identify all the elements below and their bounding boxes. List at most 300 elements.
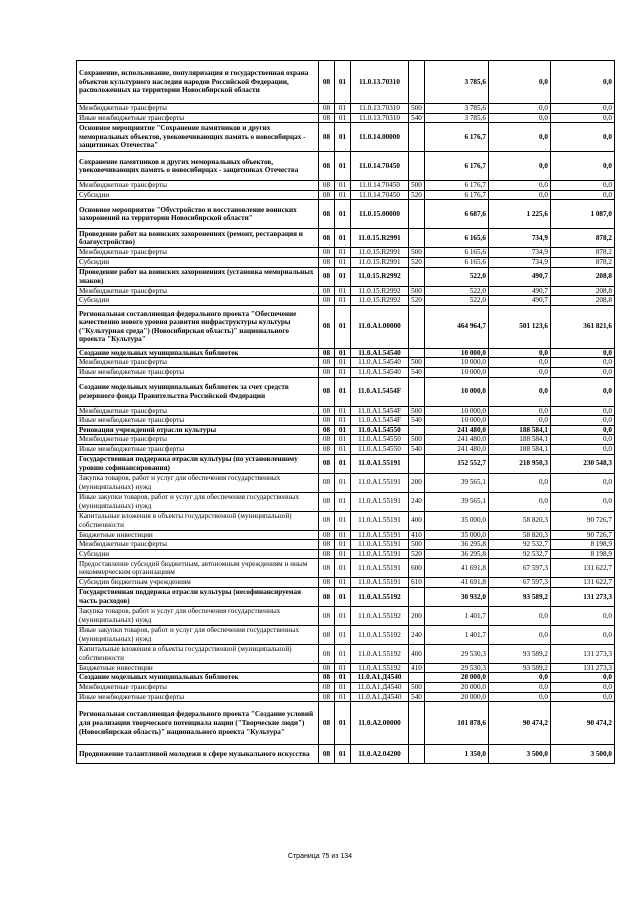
row-value-2: 67 597,3	[489, 578, 551, 588]
row-value-2: 92 532,7	[489, 540, 551, 550]
row-expense-type	[409, 305, 425, 348]
row-name: Создание модельных муниципальных библиотек	[77, 348, 319, 358]
row-code: 11.0.А1.55191	[351, 559, 409, 578]
table-row	[77, 358, 615, 368]
table-row	[77, 248, 615, 258]
row-section: 08	[319, 606, 335, 625]
row-value-2: 0,0	[489, 181, 551, 191]
table-row	[77, 190, 615, 200]
row-name: Государственная поддержка отрасли культуры (несофинансируемая часть расходов)	[77, 587, 319, 606]
row-expense-type	[409, 200, 425, 229]
row-name: Иные межбюджетные трансферты	[77, 367, 319, 377]
row-value-2: 67 597,3	[489, 559, 551, 578]
row-section: 08	[319, 578, 335, 588]
row-subsection: 01	[335, 702, 351, 745]
row-name: Межбюджетные трансферты	[77, 248, 319, 258]
row-name: Межбюджетные трансферты	[77, 406, 319, 416]
table-row	[77, 663, 615, 673]
row-code: 11.0.15.R2992	[351, 296, 409, 306]
row-section: 08	[319, 587, 335, 606]
table-row	[77, 683, 615, 693]
row-code: 11.0.А1.55192	[351, 587, 409, 606]
row-subsection: 01	[335, 348, 351, 358]
table-row	[77, 673, 615, 683]
row-value-1: 20 000,0	[425, 692, 489, 702]
row-code: 11.0.А1.55192	[351, 644, 409, 663]
row-expense-type	[409, 587, 425, 606]
row-value-2: 0,0	[489, 61, 551, 104]
row-value-2: 188 584,1	[489, 444, 551, 454]
table-row	[77, 348, 615, 358]
row-value-2: 490,7	[489, 286, 551, 296]
table-row	[77, 200, 615, 229]
row-subsection: 01	[335, 305, 351, 348]
row-expense-type: 240	[409, 492, 425, 511]
row-value-1: 6 165,6	[425, 257, 489, 267]
row-name: Субсидии	[77, 190, 319, 200]
row-section: 08	[319, 113, 335, 123]
row-expense-type	[409, 123, 425, 152]
table-row	[77, 377, 615, 406]
row-value-1: 522,0	[425, 267, 489, 286]
row-subsection: 01	[335, 286, 351, 296]
row-section: 08	[319, 473, 335, 492]
table-row	[77, 578, 615, 588]
row-value-1: 29 530,3	[425, 663, 489, 673]
row-value-1: 39 565,1	[425, 492, 489, 511]
table-row	[77, 367, 615, 377]
row-value-1: 20 000,0	[425, 673, 489, 683]
row-value-3: 208,8	[551, 286, 615, 296]
row-value-3: 1 087,0	[551, 200, 615, 229]
row-expense-type: 200	[409, 606, 425, 625]
row-expense-type: 400	[409, 511, 425, 530]
row-name: Межбюджетные трансферты	[77, 683, 319, 693]
row-code: 11.0.14.00000	[351, 123, 409, 152]
row-value-3: 0,0	[551, 416, 615, 426]
row-value-3: 90 474,2	[551, 702, 615, 745]
row-section: 08	[319, 406, 335, 416]
row-value-3: 0,0	[551, 606, 615, 625]
row-name: Закупка товаров, работ и услуг для обеспечения государственных (муниципальных) нужд	[77, 606, 319, 625]
row-value-2: 0,0	[489, 492, 551, 511]
row-subsection: 01	[335, 358, 351, 368]
row-value-3: 0,0	[551, 444, 615, 454]
row-subsection: 01	[335, 663, 351, 673]
table-row	[77, 702, 615, 745]
row-section: 08	[319, 229, 335, 248]
row-name: Межбюджетные трансферты	[77, 540, 319, 550]
row-section: 08	[319, 123, 335, 152]
row-subsection: 01	[335, 61, 351, 104]
row-subsection: 01	[335, 190, 351, 200]
row-subsection: 01	[335, 435, 351, 445]
row-code: 11.0.А1.55191	[351, 530, 409, 540]
row-value-3: 131 273,3	[551, 587, 615, 606]
row-value-2: 218 950,3	[489, 454, 551, 473]
table-row	[77, 559, 615, 578]
row-value-1: 6 176,7	[425, 190, 489, 200]
row-section: 08	[319, 692, 335, 702]
table-row	[77, 123, 615, 152]
row-value-2: 0,0	[489, 692, 551, 702]
row-value-3: 0,0	[551, 358, 615, 368]
row-expense-type: 500	[409, 248, 425, 258]
row-code: 11.0.А1.55192	[351, 663, 409, 673]
row-value-3: 208,8	[551, 267, 615, 286]
row-code: 11.0.А1.54540	[351, 358, 409, 368]
row-expense-type	[409, 745, 425, 764]
row-value-1: 36 295,8	[425, 549, 489, 559]
row-name: Субсидии	[77, 549, 319, 559]
row-value-3: 131 273,3	[551, 663, 615, 673]
row-section: 08	[319, 425, 335, 435]
row-expense-type	[409, 425, 425, 435]
row-code: 11.0.А1.Д4540	[351, 692, 409, 702]
row-value-3: 0,0	[551, 492, 615, 511]
page-footer: Страница 75 из 134	[287, 853, 353, 860]
row-expense-type	[409, 229, 425, 248]
row-value-1: 101 878,6	[425, 702, 489, 745]
row-subsection: 01	[335, 367, 351, 377]
row-name: Закупка товаров, работ и услуг для обеспечения государственных (муниципальных) нужд	[77, 473, 319, 492]
row-expense-type: 540	[409, 367, 425, 377]
row-value-2: 490,7	[489, 267, 551, 286]
row-value-2: 0,0	[489, 683, 551, 693]
row-value-3: 131 622,7	[551, 559, 615, 578]
row-expense-type	[409, 377, 425, 406]
row-section: 08	[319, 559, 335, 578]
row-value-2: 93 589,2	[489, 663, 551, 673]
table-row	[77, 296, 615, 306]
row-value-3: 208,8	[551, 296, 615, 306]
row-section: 08	[319, 267, 335, 286]
row-name: Иные закупки товаров, работ и услуг для обеспечения государственных (муниципальных) нужд	[77, 492, 319, 511]
row-code: 11.0.А1.55191	[351, 511, 409, 530]
row-code: 11.0.15.R2992	[351, 267, 409, 286]
row-value-2: 0,0	[489, 358, 551, 368]
row-expense-type: 400	[409, 644, 425, 663]
row-subsection: 01	[335, 113, 351, 123]
row-value-2: 188 584,1	[489, 435, 551, 445]
row-value-2: 734,9	[489, 248, 551, 258]
row-value-2: 734,9	[489, 229, 551, 248]
row-value-1: 10 000,0	[425, 406, 489, 416]
table-row	[77, 454, 615, 473]
row-code: 11.0.13.70310	[351, 61, 409, 104]
row-value-3: 131 622,7	[551, 578, 615, 588]
row-value-3: 0,0	[551, 673, 615, 683]
row-value-1: 1 401,7	[425, 625, 489, 644]
row-value-1: 6 176,7	[425, 123, 489, 152]
row-value-2: 734,9	[489, 257, 551, 267]
row-value-3: 0,0	[551, 104, 615, 114]
table-row	[77, 416, 615, 426]
table-row	[77, 530, 615, 540]
row-code: 11.0.А1.Д4540	[351, 673, 409, 683]
table-row	[77, 406, 615, 416]
row-value-3: 0,0	[551, 406, 615, 416]
row-name: Продвижение талантливой молодежи в сфере музыкального искусства	[77, 745, 319, 764]
row-value-3: 0,0	[551, 181, 615, 191]
row-code: 11.0.15.R2991	[351, 229, 409, 248]
row-expense-type: 540	[409, 113, 425, 123]
row-value-2: 0,0	[489, 104, 551, 114]
row-value-3: 0,0	[551, 113, 615, 123]
row-expense-type: 240	[409, 625, 425, 644]
row-subsection: 01	[335, 745, 351, 764]
row-value-3: 0,0	[551, 377, 615, 406]
row-value-1: 3 785,6	[425, 113, 489, 123]
row-value-2: 0,0	[489, 625, 551, 644]
table-row	[77, 473, 615, 492]
row-value-1: 10 000,0	[425, 416, 489, 426]
row-subsection: 01	[335, 229, 351, 248]
row-value-3: 0,0	[551, 348, 615, 358]
row-value-2: 1 225,6	[489, 200, 551, 229]
row-value-1: 1 401,7	[425, 606, 489, 625]
row-section: 08	[319, 152, 335, 181]
row-name: Сохранение, использование, популяризация и государственная охрана объектов культурного наследия народов Российской Федерации, расположенных на территории Новосибирской области	[77, 61, 319, 104]
budget-table	[76, 60, 615, 764]
row-code: 11.0.15.R2992	[351, 286, 409, 296]
row-expense-type: 410	[409, 663, 425, 673]
row-value-3: 3 500,0	[551, 745, 615, 764]
row-name: Бюджетные инвестиции	[77, 530, 319, 540]
table-row	[77, 104, 615, 114]
row-name: Капитальные вложения в объекты государственной (муниципальной) собственности	[77, 511, 319, 530]
row-section: 08	[319, 549, 335, 559]
row-section: 08	[319, 377, 335, 406]
row-value-3: 8 198,9	[551, 549, 615, 559]
row-code: 11.0.13.70310	[351, 104, 409, 114]
row-subsection: 01	[335, 123, 351, 152]
row-name: Создание модельных муниципальных библиотек за счет средств резервного фонда Правительства Российской Федерации	[77, 377, 319, 406]
row-expense-type: 500	[409, 435, 425, 445]
row-name: Иные межбюджетные трансферты	[77, 692, 319, 702]
row-code: 11.0.А1.55192	[351, 625, 409, 644]
row-code: 11.0.А1.00000	[351, 305, 409, 348]
table-row	[77, 305, 615, 348]
row-name: Региональная составляющая федерального проекта "Обеспечение качественно нового уровня развития инфраструктуры культуры ("Культурная среда") (Новосибирская область)" национального проекта "Культура"	[77, 305, 319, 348]
row-value-1: 39 565,1	[425, 473, 489, 492]
row-value-1: 10 000,0	[425, 377, 489, 406]
row-value-1: 3 785,6	[425, 61, 489, 104]
row-code: 11.0.А1.54550	[351, 435, 409, 445]
row-name: Сохранение памятников и других мемориальных объектов, увековечивающих память о новосибирцах - защитниках Отечества	[77, 152, 319, 181]
row-subsection: 01	[335, 152, 351, 181]
row-value-2: 0,0	[489, 123, 551, 152]
row-code: 11.0.А1.55191	[351, 549, 409, 559]
row-value-1: 241 480,0	[425, 444, 489, 454]
row-subsection: 01	[335, 530, 351, 540]
row-value-2: 3 500,0	[489, 745, 551, 764]
row-expense-type: 200	[409, 473, 425, 492]
table-row	[77, 549, 615, 559]
row-name: Основное мероприятие "Обустройство и восстановление воинских захоронений на территории Новосибирской области"	[77, 200, 319, 229]
row-value-1: 152 552,7	[425, 454, 489, 473]
row-value-2: 92 532,7	[489, 549, 551, 559]
row-value-3: 0,0	[551, 123, 615, 152]
row-expense-type: 520	[409, 549, 425, 559]
row-section: 08	[319, 454, 335, 473]
row-section: 08	[319, 492, 335, 511]
row-section: 08	[319, 181, 335, 191]
row-section: 08	[319, 530, 335, 540]
row-name: Межбюджетные трансферты	[77, 435, 319, 445]
row-subsection: 01	[335, 559, 351, 578]
row-section: 08	[319, 745, 335, 764]
row-name: Бюджетные инвестиции	[77, 663, 319, 673]
row-expense-type: 610	[409, 578, 425, 588]
row-name: Межбюджетные трансферты	[77, 104, 319, 114]
row-code: 11.0.А1.54540	[351, 348, 409, 358]
row-code: 11.0.А2.04200	[351, 745, 409, 764]
row-section: 08	[319, 511, 335, 530]
row-subsection: 01	[335, 425, 351, 435]
row-value-1: 10 000,0	[425, 367, 489, 377]
row-section: 08	[319, 61, 335, 104]
table-row	[77, 492, 615, 511]
row-section: 08	[319, 683, 335, 693]
row-subsection: 01	[335, 692, 351, 702]
row-value-1: 41 691,8	[425, 578, 489, 588]
row-code: 11.0.14.70450	[351, 152, 409, 181]
row-name: Межбюджетные трансферты	[77, 286, 319, 296]
row-value-1: 20 000,0	[425, 683, 489, 693]
row-value-1: 241 480,0	[425, 435, 489, 445]
row-value-3: 0,0	[551, 625, 615, 644]
row-name: Субсидии	[77, 296, 319, 306]
row-section: 08	[319, 540, 335, 550]
row-subsection: 01	[335, 540, 351, 550]
row-section: 08	[319, 190, 335, 200]
row-section: 08	[319, 257, 335, 267]
row-value-2: 501 123,6	[489, 305, 551, 348]
row-value-2: 0,0	[489, 673, 551, 683]
table-row	[77, 444, 615, 454]
row-name: Проведение работ на воинских захоронениях (установка мемориальных знаков)	[77, 267, 319, 286]
row-subsection: 01	[335, 377, 351, 406]
row-value-1: 241 480,0	[425, 425, 489, 435]
row-name: Иные межбюджетные трансферты	[77, 113, 319, 123]
row-section: 08	[319, 625, 335, 644]
row-section: 08	[319, 367, 335, 377]
table-row	[77, 229, 615, 248]
row-value-3: 878,2	[551, 248, 615, 258]
row-value-3: 0,0	[551, 152, 615, 181]
row-name: Реновация учреждений отрасли культуры	[77, 425, 319, 435]
row-value-2: 93 589,2	[489, 587, 551, 606]
row-section: 08	[319, 416, 335, 426]
document-page	[76, 60, 614, 764]
row-value-3: 0,0	[551, 683, 615, 693]
row-subsection: 01	[335, 625, 351, 644]
row-section: 08	[319, 305, 335, 348]
row-expense-type: 520	[409, 296, 425, 306]
row-subsection: 01	[335, 416, 351, 426]
row-value-1: 6 165,6	[425, 248, 489, 258]
row-name: Межбюджетные трансферты	[77, 358, 319, 368]
row-value-3: 230 548,3	[551, 454, 615, 473]
row-value-2: 188 584,1	[489, 425, 551, 435]
table-row	[77, 425, 615, 435]
row-expense-type	[409, 702, 425, 745]
row-section: 08	[319, 644, 335, 663]
row-section: 08	[319, 444, 335, 454]
row-value-2: 0,0	[489, 190, 551, 200]
row-name: Субсидии бюджетным учреждениям	[77, 578, 319, 588]
row-expense-type: 500	[409, 406, 425, 416]
row-code: 11.0.А1.55191	[351, 578, 409, 588]
row-expense-type: 500	[409, 181, 425, 191]
row-subsection: 01	[335, 406, 351, 416]
table-row	[77, 540, 615, 550]
row-name: Предоставление субсидий бюджетным, автономным учреждениям и иным некоммерческим организациям	[77, 559, 319, 578]
table-row	[77, 113, 615, 123]
row-value-2: 58 820,3	[489, 511, 551, 530]
row-expense-type: 500	[409, 683, 425, 693]
row-value-1: 29 530,3	[425, 644, 489, 663]
row-code: 11.0.А1.5454F	[351, 416, 409, 426]
row-subsection: 01	[335, 644, 351, 663]
row-subsection: 01	[335, 257, 351, 267]
row-value-3: 0,0	[551, 473, 615, 492]
row-section: 08	[319, 248, 335, 258]
row-expense-type: 540	[409, 692, 425, 702]
row-value-2: 0,0	[489, 367, 551, 377]
row-name: Иные межбюджетные трансферты	[77, 444, 319, 454]
row-subsection: 01	[335, 473, 351, 492]
row-value-3: 0,0	[551, 435, 615, 445]
table-row	[77, 286, 615, 296]
row-name: Иные межбюджетные трансферты	[77, 416, 319, 426]
row-code: 11.0.А1.55191	[351, 492, 409, 511]
row-subsection: 01	[335, 181, 351, 191]
row-expense-type: 500	[409, 104, 425, 114]
row-value-1: 10 000,0	[425, 358, 489, 368]
row-value-1: 30 932,0	[425, 587, 489, 606]
row-expense-type: 520	[409, 257, 425, 267]
row-value-1: 464 964,7	[425, 305, 489, 348]
row-subsection: 01	[335, 454, 351, 473]
row-section: 08	[319, 296, 335, 306]
row-value-3: 8 198,9	[551, 540, 615, 550]
row-expense-type	[409, 152, 425, 181]
table-row	[77, 181, 615, 191]
row-subsection: 01	[335, 578, 351, 588]
row-value-1: 6 176,7	[425, 152, 489, 181]
row-code: 11.0.15.R2991	[351, 248, 409, 258]
row-value-2: 0,0	[489, 348, 551, 358]
row-code: 11.0.А1.55191	[351, 540, 409, 550]
row-code: 11.0.15.00000	[351, 200, 409, 229]
row-value-3: 0,0	[551, 61, 615, 104]
row-code: 11.0.А1.5454F	[351, 406, 409, 416]
row-subsection: 01	[335, 673, 351, 683]
row-expense-type: 410	[409, 530, 425, 540]
row-value-2: 0,0	[489, 416, 551, 426]
row-value-1: 522,0	[425, 286, 489, 296]
row-value-3: 0,0	[551, 692, 615, 702]
row-subsection: 01	[335, 683, 351, 693]
row-expense-type	[409, 348, 425, 358]
row-name: Межбюджетные трансферты	[77, 181, 319, 191]
table-row	[77, 745, 615, 764]
row-expense-type: 500	[409, 358, 425, 368]
row-value-1: 522,0	[425, 296, 489, 306]
table-row	[77, 625, 615, 644]
